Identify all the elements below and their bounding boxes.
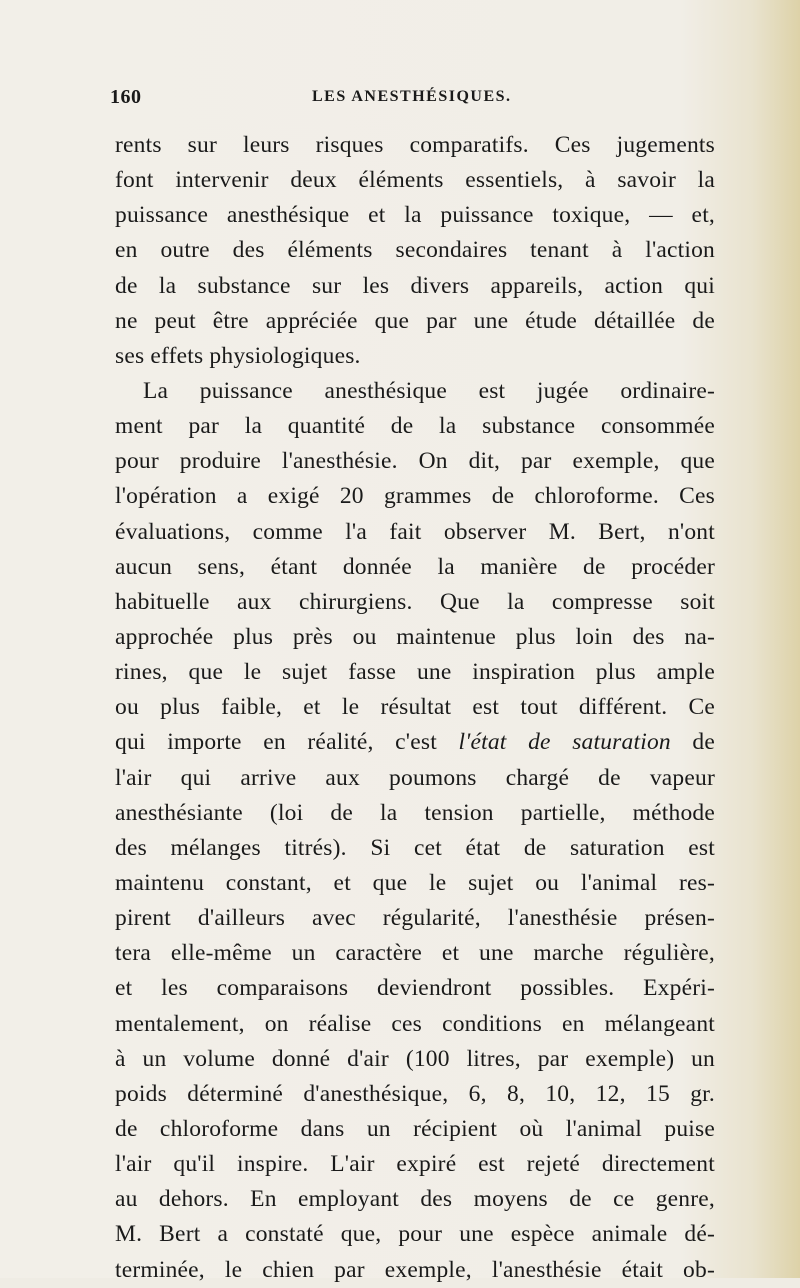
text-line: ne peut être appréciée que par une étude détaillée de bbox=[115, 307, 715, 334]
text-line: et les comparaisons deviendront possibles. Expéri- bbox=[115, 975, 715, 1002]
text-line: habituelle aux chirurgiens. Que la compresse soit bbox=[115, 588, 715, 615]
text-line: aucun sens, étant donnée la manière de procéder bbox=[115, 553, 715, 580]
page-number: 160 bbox=[110, 86, 142, 108]
line-segment: qui importe en réalité, c'est bbox=[115, 729, 459, 756]
text-line: l'opération a exigé 20 grammes de chloroforme. Ces bbox=[115, 483, 715, 510]
text-line: pirent d'ailleurs avec régularité, l'anesthésie présen- bbox=[115, 905, 715, 932]
text-line: maintenu constant, et que le sujet ou l'animal res- bbox=[115, 869, 715, 896]
text-line: à un volume donné d'air (100 litres, par exemple) un bbox=[115, 1045, 715, 1072]
text-line: La puissance anesthésique est jugée ordinaire- bbox=[143, 377, 715, 404]
text-line: pour produire l'anesthésie. On dit, par exemple, que bbox=[115, 448, 715, 475]
line-segment: de bbox=[670, 729, 715, 756]
text-line: au dehors. En employant des moyens de ce genre, bbox=[115, 1186, 715, 1213]
text-line-with-italic bbox=[115, 725, 715, 760]
text-line: de la substance sur les divers appareils, action qui bbox=[115, 272, 715, 299]
text-line: rines, que le sujet fasse une inspiration plus ample bbox=[115, 659, 715, 686]
text-line: évaluations, comme l'a fait observer M. Bert, n'ont bbox=[115, 518, 715, 545]
text-line: de chloroforme dans un récipient où l'animal puise bbox=[115, 1115, 715, 1142]
text-line: terminée, le chien par exemple, l'anesthésie était ob- bbox=[115, 1256, 715, 1283]
text-line: des mélanges titrés). Si cet état de saturation est bbox=[115, 834, 715, 861]
text-line: ses effets physiologiques. bbox=[115, 342, 361, 369]
text-line: tera elle-même un caractère et une marche régulière, bbox=[115, 940, 715, 967]
italic-term: l'état de saturation bbox=[458, 729, 671, 756]
text-line: poids déterminé d'anesthésique, 6, 8, 10, 12, 15 gr. bbox=[115, 1080, 715, 1107]
text-line: font intervenir deux éléments essentiels, à savoir la bbox=[115, 167, 715, 194]
text-line: puissance anesthésique et la puissance toxique, — et, bbox=[115, 202, 715, 229]
text-line: anesthésiante (loi de la tension partielle, méthode bbox=[115, 799, 715, 826]
text-line: M. Bert a constaté que, pour une espèce animale dé- bbox=[115, 1221, 715, 1248]
page-header bbox=[110, 86, 710, 114]
text-line: l'air qui arrive aux poumons chargé de vapeur bbox=[115, 764, 715, 791]
text-line: l'air qu'il inspire. L'air expiré est rejeté directement bbox=[115, 1151, 715, 1178]
text-line: approchée plus près ou maintenue plus loin des na- bbox=[115, 623, 715, 650]
running-title: LES ANESTHÉSIQUES. bbox=[312, 88, 512, 105]
text-line: en outre des éléments secondaires tenant à l'action bbox=[115, 237, 715, 264]
text-line: mentalement, on réalise ces conditions en mélangeant bbox=[115, 1010, 715, 1037]
text-line: ment par la quantité de la substance consommée bbox=[115, 413, 715, 440]
text-line: ou plus faible, et le résultat est tout différent. Ce bbox=[115, 694, 715, 721]
body-text bbox=[115, 128, 715, 1288]
text-line: rents sur leurs risques comparatifs. Ces jugements bbox=[115, 132, 715, 158]
